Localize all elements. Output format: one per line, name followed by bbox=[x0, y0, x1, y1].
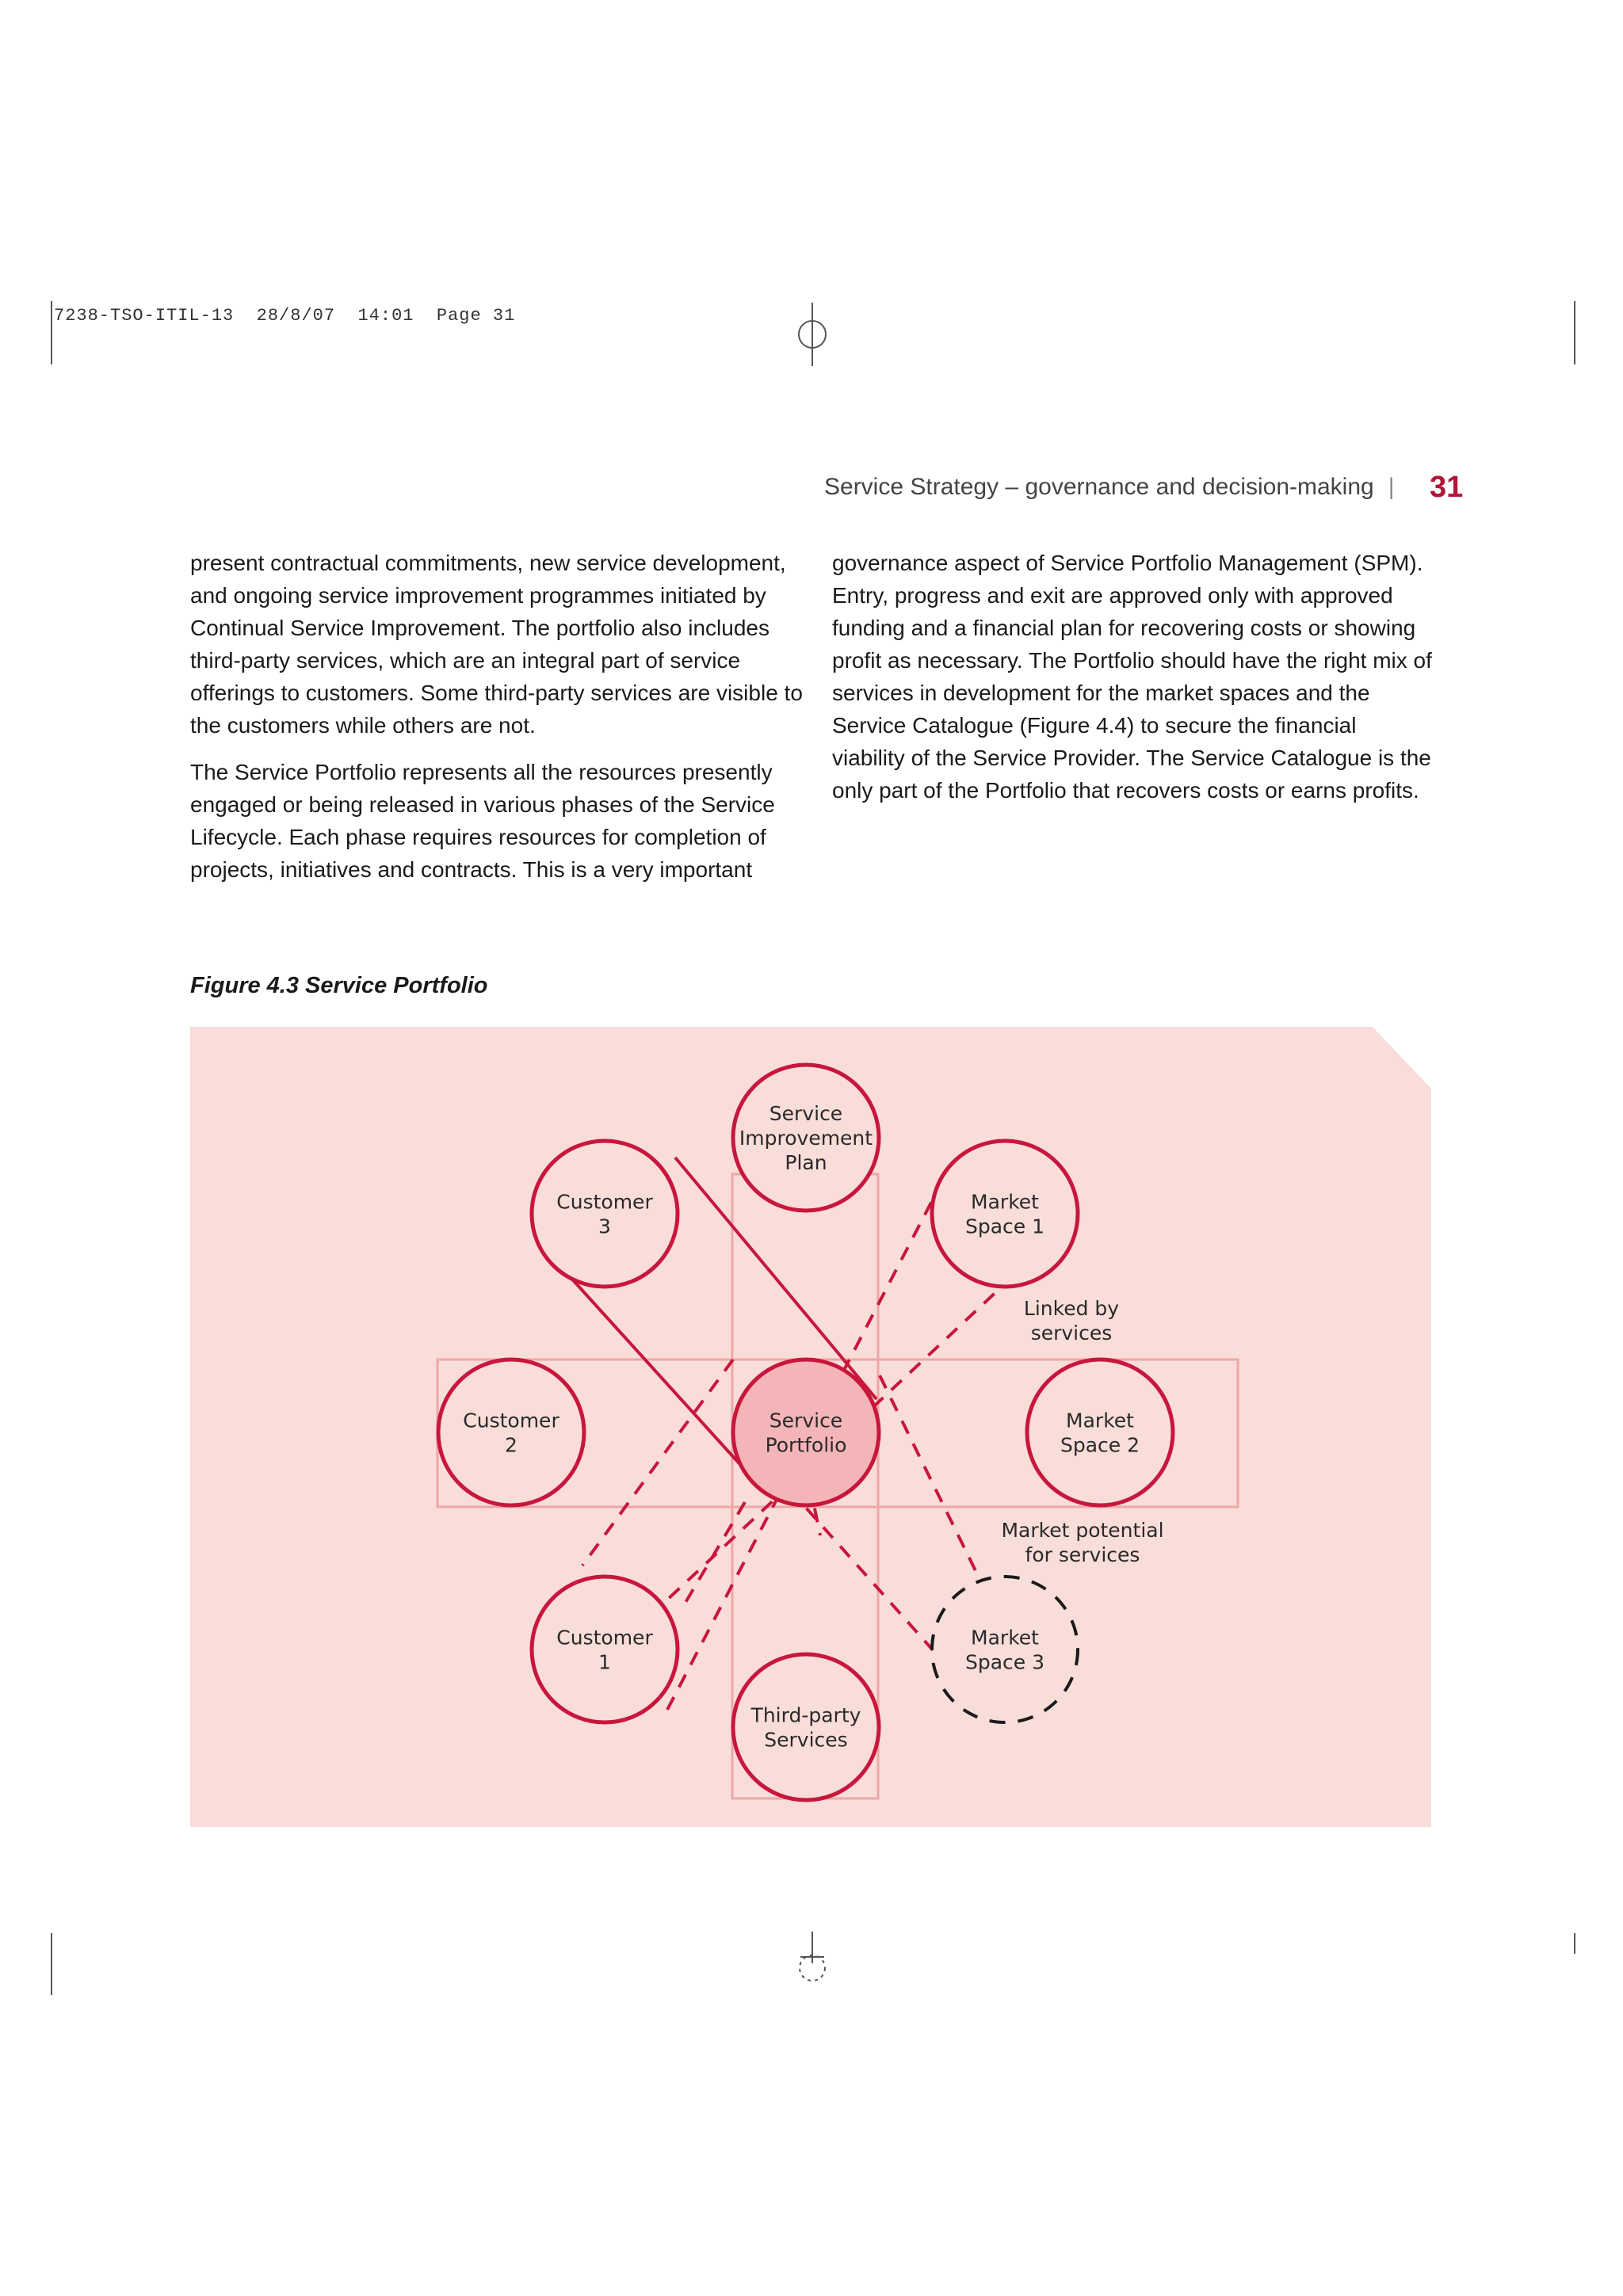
running-head-title: Service Strategy – governance and decision-making bbox=[824, 474, 1374, 500]
node-market1-label: Market Space 1 bbox=[964, 1190, 1045, 1238]
node-market3-label: Market Space 3 bbox=[964, 1626, 1045, 1674]
node-market2-circle bbox=[1027, 1360, 1173, 1505]
registration-mark-bottom bbox=[792, 1932, 832, 1995]
trim-mark-top-right bbox=[1574, 301, 1575, 364]
annotation-potential: Market potential for services bbox=[1001, 1519, 1164, 1566]
node-customer1-label: Customer 1 bbox=[556, 1626, 653, 1674]
node-market2-label: Market Space 2 bbox=[1060, 1409, 1140, 1457]
body-column-right bbox=[832, 547, 1434, 821]
paragraph: The Service Portfolio represents all the resources presently engaged or being released in various phases of the Service Lifecycle. Each phase requires resources for completion of projects, initiatives and contracts. This is a very important bbox=[190, 760, 775, 882]
nodes bbox=[438, 1065, 1173, 1800]
node-customer3-circle bbox=[532, 1141, 678, 1287]
trim-mark-bottom-left bbox=[51, 1933, 52, 1995]
node-thirdparty-label: Third-party Services bbox=[750, 1703, 861, 1752]
running-head bbox=[824, 474, 1409, 501]
annotation-linked: Linked by services bbox=[1023, 1297, 1120, 1344]
service-portfolio-diagram bbox=[190, 1027, 1431, 1827]
node-customer3-label: Customer 3 bbox=[556, 1190, 653, 1238]
service-portfolio-figure bbox=[190, 1027, 1431, 1827]
node-market1-circle bbox=[932, 1141, 1078, 1287]
figure-caption: Figure 4.3 Service Portfolio bbox=[190, 973, 488, 998]
node-customer2-label: Customer 2 bbox=[463, 1409, 559, 1457]
node-customer1-circle bbox=[532, 1577, 678, 1722]
paragraph: present contractual commitments, new service development, and ongoing service improvement programmes initiated by Continual Service Improvement. The portfolio also includes third-party services, which are an integral part of service offerings to customers. Some third-party services are visible to the customers while others are not. bbox=[190, 551, 803, 738]
trim-mark-bottom-right bbox=[1574, 1933, 1575, 1954]
registration-mark-top bbox=[792, 303, 832, 366]
node-thirdparty-circle bbox=[733, 1654, 879, 1800]
running-head-separator: | bbox=[1388, 474, 1395, 500]
node-portfolio-label: Service Portfolio bbox=[765, 1409, 847, 1457]
node-portfolio-circle bbox=[733, 1360, 879, 1505]
node-sip-label: Service Improvement Plan bbox=[739, 1102, 873, 1174]
node-customer2-circle bbox=[438, 1360, 584, 1505]
node-market3-circle bbox=[932, 1577, 1078, 1722]
paragraph: governance aspect of Service Portfolio Management (SPM). Entry, progress and exit are approved only with approved funding and a financial plan for recovering costs or showing profit as necessary. The Portfolio should have the right mix of services in development for the market spaces and the Service Catalogue (Figure 4.4) to secure the financial viability of the Service Provider. The Service Catalogue is the only part of the Portfolio that recovers costs or earns profits. bbox=[832, 551, 1432, 803]
body-column-left bbox=[190, 547, 808, 900]
page-number: 31 bbox=[1430, 471, 1464, 504]
print-slug: 7238-TSO-ITIL-13 28/8/07 14:01 Page 31 bbox=[54, 306, 516, 326]
trim-mark-top-left bbox=[51, 301, 52, 364]
